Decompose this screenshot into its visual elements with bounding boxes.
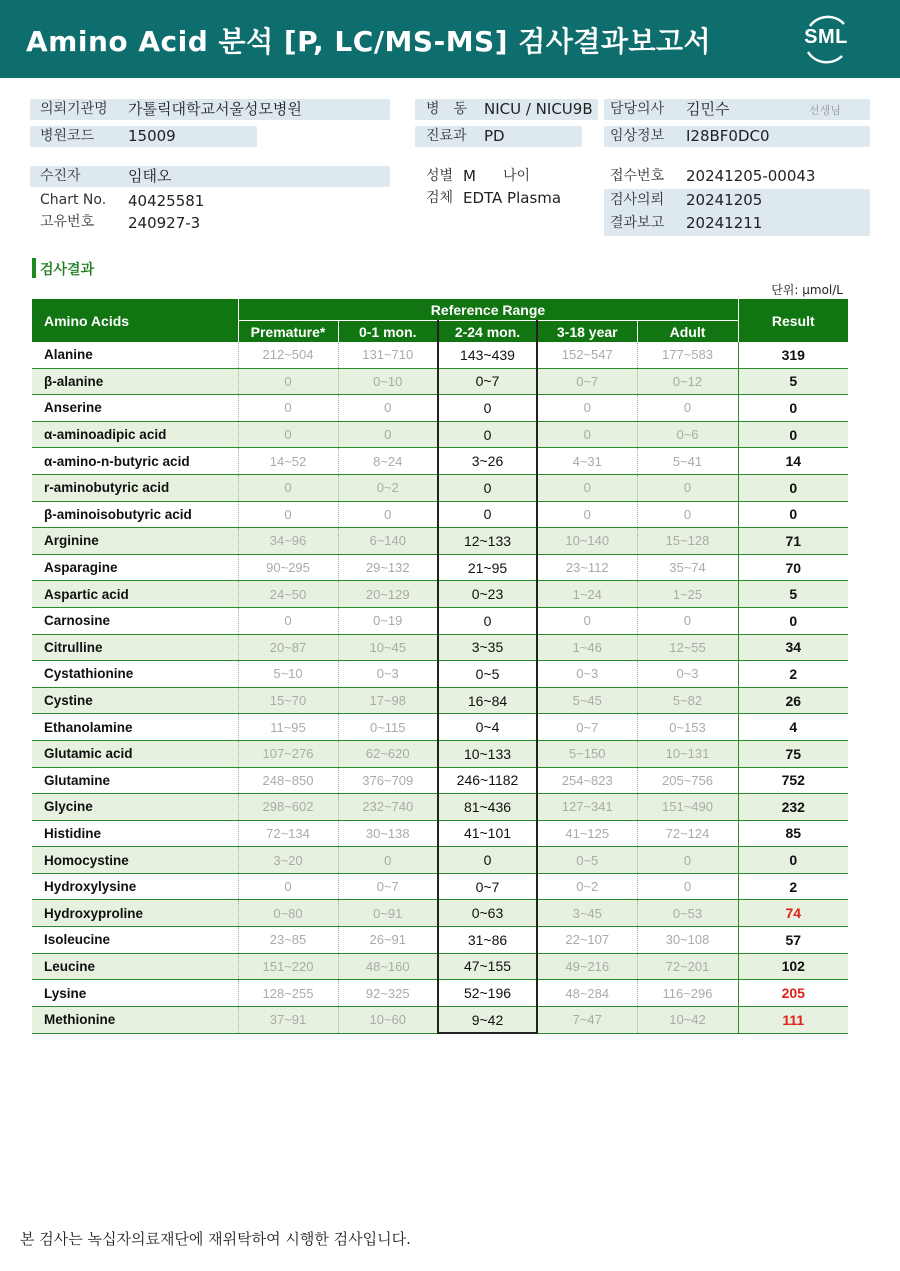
reference-cell: 0 (637, 474, 738, 501)
reference-cell: 212~504 (238, 342, 338, 368)
table-row (32, 714, 848, 741)
reference-cell: 12~133 (438, 528, 537, 555)
amino-acid-name: Aspartic acid (32, 581, 238, 608)
reference-cell: 0~91 (338, 900, 438, 927)
result-value: 85 (738, 820, 848, 847)
reference-cell: 48~160 (338, 953, 438, 980)
reference-cell: 143~439 (438, 342, 537, 368)
table-row (32, 634, 848, 661)
reference-cell: 298~602 (238, 794, 338, 821)
reference-cell: 5~150 (537, 740, 637, 767)
table-row (32, 767, 848, 794)
table-row (32, 448, 848, 475)
header-2-24-mon: 2-24 mon. (438, 321, 537, 343)
amino-acid-name: Carnosine (32, 607, 238, 634)
amino-acid-name: Hydroxylysine (32, 873, 238, 900)
result-value: 4 (738, 714, 848, 741)
reference-cell: 7~47 (537, 1006, 637, 1033)
reference-cell: 0 (438, 474, 537, 501)
reference-cell: 30~108 (637, 927, 738, 954)
reference-cell: 0~2 (338, 474, 438, 501)
amino-acid-name: Histidine (32, 820, 238, 847)
header-3-18-year: 3-18 year (537, 321, 637, 343)
reference-cell: 0 (637, 873, 738, 900)
reference-cell: 151~490 (637, 794, 738, 821)
reference-cell: 29~132 (338, 554, 438, 581)
amino-acid-name: α-aminoadipic acid (32, 421, 238, 448)
table-row (32, 368, 848, 395)
reference-cell: 48~284 (537, 980, 637, 1007)
reference-cell: 5~82 (637, 687, 738, 714)
table-row (32, 528, 848, 555)
reference-cell: 0~153 (637, 714, 738, 741)
reference-cell: 0 (438, 501, 537, 528)
reference-cell: 0~10 (338, 368, 438, 395)
table-row (32, 953, 848, 980)
report-header (0, 0, 900, 78)
result-value: 752 (738, 767, 848, 794)
result-value: 0 (738, 395, 848, 422)
reference-cell: 128~255 (238, 980, 338, 1007)
amino-acid-name: Asparagine (32, 554, 238, 581)
reference-cell: 49~216 (537, 953, 637, 980)
doctor-suffix: 선생님 (809, 104, 841, 117)
amino-acid-name: Lysine (32, 980, 238, 1007)
reference-cell: 0~7 (438, 368, 537, 395)
reference-cell: 81~436 (438, 794, 537, 821)
reference-cell: 10~60 (338, 1006, 438, 1033)
chart-value: 40425581 (128, 192, 205, 210)
result-value: 0 (738, 501, 848, 528)
reference-cell: 116~296 (637, 980, 738, 1007)
reference-cell: 0 (637, 501, 738, 528)
reference-cell: 0~5 (438, 661, 537, 688)
reference-cell: 0 (438, 607, 537, 634)
reference-cell: 0~63 (438, 900, 537, 927)
reference-cell: 41~101 (438, 820, 537, 847)
reference-cell: 0 (338, 501, 438, 528)
amino-acid-name: Alanine (32, 342, 238, 368)
reference-cell: 177~583 (637, 342, 738, 368)
table-row (32, 342, 848, 368)
report-value: 20241211 (686, 214, 763, 232)
amino-acid-name: α-amino-n-butyric acid (32, 448, 238, 475)
reference-cell: 0 (338, 421, 438, 448)
reference-cell: 90~295 (238, 554, 338, 581)
reference-cell: 131~710 (338, 342, 438, 368)
reference-cell: 20~129 (338, 581, 438, 608)
reference-cell: 0 (238, 421, 338, 448)
table-row (32, 395, 848, 422)
reference-cell: 0~3 (637, 661, 738, 688)
amino-acid-name: Cystine (32, 687, 238, 714)
reference-cell: 4~31 (537, 448, 637, 475)
amino-acid-name: r-aminobutyric acid (32, 474, 238, 501)
patient-value: 임태오 (128, 167, 172, 185)
result-value: 0 (738, 474, 848, 501)
result-value: 75 (738, 740, 848, 767)
header-0-1-mon: 0-1 mon. (338, 321, 438, 343)
reference-cell: 35~74 (637, 554, 738, 581)
amino-acid-name: Methionine (32, 1006, 238, 1033)
reference-cell: 15~70 (238, 687, 338, 714)
reference-cell: 72~134 (238, 820, 338, 847)
institution-value: 가톨릭대학교서울성모병원 (128, 100, 302, 118)
header-premature: Premature* (238, 321, 338, 343)
amino-acid-name: β-aminoisobutyric acid (32, 501, 238, 528)
header-reference-range: Reference Range (238, 299, 738, 321)
reference-cell: 0 (238, 873, 338, 900)
reference-cell: 376~709 (338, 767, 438, 794)
reference-cell: 6~140 (338, 528, 438, 555)
reference-cell: 34~96 (238, 528, 338, 555)
reference-cell: 72~124 (637, 820, 738, 847)
reference-cell: 0 (438, 421, 537, 448)
table-row (32, 900, 848, 927)
reference-cell: 3~45 (537, 900, 637, 927)
table-row (32, 927, 848, 954)
result-value: 319 (738, 342, 848, 368)
amino-acid-name: Cystathionine (32, 661, 238, 688)
reference-cell: 0 (537, 421, 637, 448)
chart-label: Chart No. (40, 192, 107, 208)
table-row (32, 661, 848, 688)
reference-cell: 254~823 (537, 767, 637, 794)
dept-value: PD (484, 127, 505, 145)
table-row (32, 873, 848, 900)
reference-cell: 0~12 (637, 368, 738, 395)
result-value: 0 (738, 607, 848, 634)
result-value: 71 (738, 528, 848, 555)
reference-cell: 0~5 (537, 847, 637, 874)
reference-cell: 3~20 (238, 847, 338, 874)
sex-value: M (463, 167, 476, 185)
reference-cell: 8~24 (338, 448, 438, 475)
reference-cell: 16~84 (438, 687, 537, 714)
reference-cell: 0 (537, 395, 637, 422)
reference-cell: 72~201 (637, 953, 738, 980)
table-row (32, 980, 848, 1007)
reference-cell: 0 (238, 607, 338, 634)
request-label: 검사의뢰 (610, 192, 665, 208)
doctor-value: 김민수 (686, 100, 730, 118)
reference-cell: 0~80 (238, 900, 338, 927)
table-row (32, 607, 848, 634)
table-row (32, 554, 848, 581)
reference-cell: 0 (637, 607, 738, 634)
reference-cell: 17~98 (338, 687, 438, 714)
result-value: 2 (738, 661, 848, 688)
logo-text: SML (804, 26, 848, 48)
section-bar (32, 258, 36, 278)
reference-cell: 14~52 (238, 448, 338, 475)
reference-cell: 92~325 (338, 980, 438, 1007)
reference-cell: 11~95 (238, 714, 338, 741)
table-row (32, 794, 848, 821)
reference-cell: 107~276 (238, 740, 338, 767)
request-value: 20241205 (686, 191, 763, 209)
result-value: 2 (738, 873, 848, 900)
patient-label: 수진자 (40, 168, 81, 184)
table-row (32, 1006, 848, 1033)
result-value: 26 (738, 687, 848, 714)
result-value: 74 (738, 900, 848, 927)
table-row (32, 687, 848, 714)
reference-cell: 0~2 (537, 873, 637, 900)
unit-label: 단위: μmol/L (771, 283, 843, 297)
table-row (32, 421, 848, 448)
table-row (32, 740, 848, 767)
hospital-code-label: 병원코드 (40, 128, 95, 144)
reference-cell: 0 (338, 395, 438, 422)
reference-cell: 9~42 (438, 1006, 537, 1033)
reference-cell: 10~140 (537, 528, 637, 555)
specimen-value: EDTA Plasma (463, 189, 562, 207)
reference-cell: 0~7 (537, 714, 637, 741)
result-value: 57 (738, 927, 848, 954)
reference-cell: 205~756 (637, 767, 738, 794)
result-value: 111 (738, 1006, 848, 1033)
receipt-label: 접수번호 (610, 168, 665, 184)
reference-cell: 0 (338, 847, 438, 874)
result-value: 34 (738, 634, 848, 661)
amino-acid-name: Glycine (32, 794, 238, 821)
reference-cell: 3~26 (438, 448, 537, 475)
reference-cell: 21~95 (438, 554, 537, 581)
reference-cell: 15~128 (637, 528, 738, 555)
reference-cell: 62~620 (338, 740, 438, 767)
reference-cell: 152~547 (537, 342, 637, 368)
footer-note: 본 검사는 녹십자의료재단에 재위탁하여 시행한 검사입니다. (20, 1230, 411, 1248)
result-value: 232 (738, 794, 848, 821)
amino-acid-name: Isoleucine (32, 927, 238, 954)
reference-cell: 246~1182 (438, 767, 537, 794)
reference-cell: 0 (537, 501, 637, 528)
result-value: 205 (738, 980, 848, 1007)
reference-cell: 0 (238, 501, 338, 528)
reference-cell: 0 (438, 847, 537, 874)
report-label: 결과보고 (610, 215, 665, 231)
reference-cell: 0 (238, 395, 338, 422)
table-row (32, 847, 848, 874)
result-value: 70 (738, 554, 848, 581)
ward-label: 병 동 (426, 101, 468, 117)
reference-cell: 0~3 (537, 661, 637, 688)
result-value: 5 (738, 581, 848, 608)
age-label: 나이 (503, 168, 531, 184)
amino-acid-name: Glutamine (32, 767, 238, 794)
header-amino-acids: Amino Acids (32, 299, 238, 342)
unique-label: 고유번호 (40, 214, 95, 230)
reference-cell: 24~50 (238, 581, 338, 608)
ward-value: NICU / NICU9B (484, 100, 593, 118)
reference-cell: 10~42 (637, 1006, 738, 1033)
header-result: Result (738, 299, 848, 342)
reference-cell: 1~46 (537, 634, 637, 661)
reference-cell: 41~125 (537, 820, 637, 847)
sex-label: 성별 (426, 168, 454, 184)
amino-acid-name: Homocystine (32, 847, 238, 874)
reference-cell: 0~7 (438, 873, 537, 900)
reference-cell: 31~86 (438, 927, 537, 954)
amino-acid-name: β-alanine (32, 368, 238, 395)
reference-cell: 0~115 (338, 714, 438, 741)
hospital-code-value: 15009 (128, 127, 176, 145)
amino-acid-name: Arginine (32, 528, 238, 555)
section-title: 검사결과 (40, 262, 95, 278)
clinical-label: 임상정보 (610, 128, 665, 144)
reference-cell: 1~24 (537, 581, 637, 608)
result-value: 0 (738, 421, 848, 448)
reference-cell: 0 (438, 395, 537, 422)
reference-cell: 0~3 (338, 661, 438, 688)
reference-cell: 151~220 (238, 953, 338, 980)
amino-acid-name: Anserine (32, 395, 238, 422)
reference-cell: 0~53 (637, 900, 738, 927)
patient-row (30, 166, 390, 187)
reference-cell: 20~87 (238, 634, 338, 661)
results-table (32, 299, 848, 1034)
reference-cell: 127~341 (537, 794, 637, 821)
reference-cell: 47~155 (438, 953, 537, 980)
specimen-label: 검체 (426, 190, 454, 206)
result-value: 0 (738, 847, 848, 874)
table-row (32, 501, 848, 528)
sml-logo (798, 12, 854, 66)
table-row (32, 581, 848, 608)
amino-acid-name: Ethanolamine (32, 714, 238, 741)
reference-cell: 1~25 (637, 581, 738, 608)
amino-acid-name: Leucine (32, 953, 238, 980)
doctor-label: 담당의사 (610, 101, 665, 117)
reference-cell: 12~55 (637, 634, 738, 661)
report-title: Amino Acid 분석 [P, LC/MS-MS] 검사결과보고서 (26, 25, 712, 58)
reference-cell: 0~19 (338, 607, 438, 634)
amino-acid-name: Glutamic acid (32, 740, 238, 767)
reference-cell: 0~7 (537, 368, 637, 395)
reference-cell: 10~133 (438, 740, 537, 767)
dept-label: 진료과 (426, 128, 467, 144)
table-row (32, 820, 848, 847)
reference-cell: 232~740 (338, 794, 438, 821)
reference-cell: 5~41 (637, 448, 738, 475)
reference-cell: 3~35 (438, 634, 537, 661)
reference-cell: 37~91 (238, 1006, 338, 1033)
reference-cell: 10~45 (338, 634, 438, 661)
reference-cell: 0 (537, 474, 637, 501)
reference-cell: 5~45 (537, 687, 637, 714)
reference-cell: 0~23 (438, 581, 537, 608)
header-adult: Adult (637, 321, 738, 343)
reference-cell: 26~91 (338, 927, 438, 954)
result-value: 5 (738, 368, 848, 395)
reference-cell: 0 (637, 395, 738, 422)
result-value: 102 (738, 953, 848, 980)
reference-cell: 23~112 (537, 554, 637, 581)
reference-cell: 0~4 (438, 714, 537, 741)
table-row (32, 474, 848, 501)
reference-cell: 0 (238, 368, 338, 395)
clinical-value: I28BF0DC0 (686, 127, 770, 145)
reference-cell: 5~10 (238, 661, 338, 688)
reference-cell: 30~138 (338, 820, 438, 847)
amino-acid-name: Citrulline (32, 634, 238, 661)
reference-cell: 0~6 (637, 421, 738, 448)
institution-label: 의뢰기관명 (40, 101, 108, 117)
amino-acid-name: Hydroxyproline (32, 900, 238, 927)
reference-cell: 10~131 (637, 740, 738, 767)
reference-cell: 0 (637, 847, 738, 874)
reference-cell: 0 (537, 607, 637, 634)
result-value: 14 (738, 448, 848, 475)
reference-cell: 0~7 (338, 873, 438, 900)
reference-cell: 52~196 (438, 980, 537, 1007)
receipt-value: 20241205-00043 (686, 167, 816, 185)
reference-cell: 248~850 (238, 767, 338, 794)
reference-cell: 23~85 (238, 927, 338, 954)
unique-value: 240927-3 (128, 214, 201, 232)
reference-cell: 22~107 (537, 927, 637, 954)
reference-cell: 0 (238, 474, 338, 501)
